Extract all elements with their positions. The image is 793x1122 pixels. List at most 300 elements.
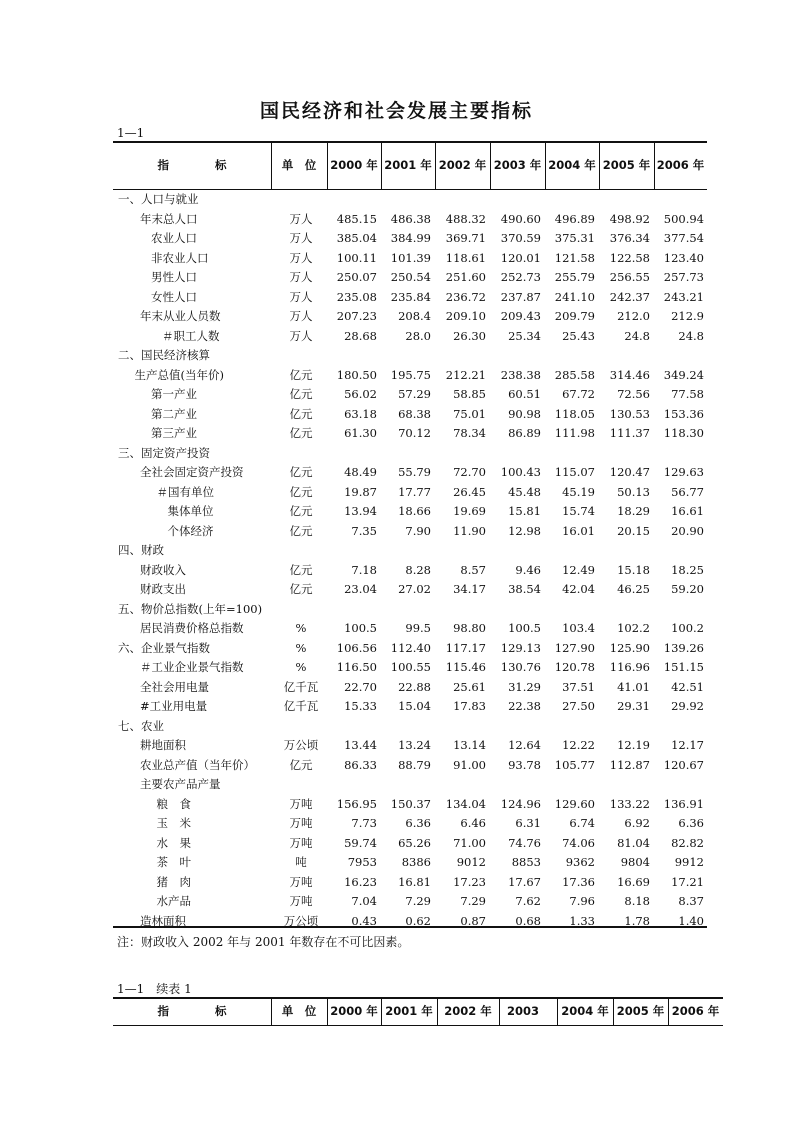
continuation-header-rule bbox=[113, 1025, 723, 1026]
row-value: 7.04 bbox=[351, 894, 377, 908]
row-value: 250.07 bbox=[336, 270, 377, 284]
table-row bbox=[113, 327, 707, 347]
table-row bbox=[113, 600, 707, 620]
table-row bbox=[113, 795, 707, 815]
row-value: 212.9 bbox=[671, 309, 704, 323]
row-value: 7953 bbox=[347, 855, 377, 869]
row-value: 45.48 bbox=[508, 484, 541, 499]
table-row bbox=[113, 658, 707, 678]
row-value: 8.57 bbox=[460, 562, 486, 577]
row-unit: 吨 bbox=[295, 855, 307, 869]
row-value: 151.15 bbox=[663, 660, 704, 674]
row-value: 26.45 bbox=[453, 484, 486, 499]
row-label: 二、国民经济核算 bbox=[118, 348, 210, 362]
row-value: 6.46 bbox=[460, 816, 486, 830]
row-value: 6.74 bbox=[569, 816, 595, 830]
row-value: 100.2 bbox=[671, 621, 704, 635]
row-value: 13.94 bbox=[344, 504, 377, 518]
row-value: 129.13 bbox=[500, 640, 541, 655]
row-value: 59.74 bbox=[344, 835, 377, 850]
row-value: 9912 bbox=[674, 855, 704, 869]
row-unit: 亿元 bbox=[289, 523, 313, 538]
table-row bbox=[113, 561, 707, 581]
row-value: 29.31 bbox=[617, 699, 650, 713]
row-value: 0.68 bbox=[515, 913, 541, 928]
table-row bbox=[113, 483, 707, 503]
row-value: 13.24 bbox=[398, 738, 431, 752]
header-unit: 单 位 bbox=[281, 158, 317, 172]
row-value: 72.70 bbox=[453, 465, 486, 479]
row-label: 全社会固定资产投资 bbox=[140, 465, 244, 479]
row-value: 18.25 bbox=[671, 562, 704, 577]
row-value: 208.4 bbox=[398, 309, 431, 323]
row-value: 91.00 bbox=[453, 757, 486, 772]
table-row bbox=[113, 873, 707, 893]
row-value: 102.2 bbox=[617, 621, 650, 635]
row-value: 376.34 bbox=[609, 231, 650, 245]
row-value: 98.80 bbox=[453, 621, 486, 635]
row-unit: 亿元 bbox=[289, 406, 313, 421]
row-value: 56.02 bbox=[344, 387, 377, 401]
row-label: 财政支出 bbox=[140, 582, 186, 596]
row-label: 主要农产品产量 bbox=[140, 777, 221, 791]
row-value: 120.01 bbox=[500, 250, 541, 265]
row-value: 60.51 bbox=[508, 387, 541, 401]
row-label: 女性人口 bbox=[151, 289, 197, 304]
row-value: 29.92 bbox=[671, 699, 704, 713]
row-unit: % bbox=[295, 621, 307, 635]
row-unit: 万吨 bbox=[289, 894, 313, 908]
row-label: ＃职工人数 bbox=[162, 328, 220, 343]
row-value: 153.36 bbox=[663, 406, 704, 421]
row-value: 74.06 bbox=[562, 835, 595, 850]
row-value: 122.58 bbox=[609, 250, 650, 265]
row-value: 86.89 bbox=[508, 426, 541, 440]
row-value: 16.23 bbox=[344, 874, 377, 889]
row-value: 285.58 bbox=[554, 367, 595, 382]
row-value: 34.17 bbox=[453, 582, 486, 596]
row-value: 100.5 bbox=[344, 621, 377, 635]
row-value: 31.29 bbox=[508, 679, 541, 694]
row-value: 9.46 bbox=[515, 562, 541, 577]
row-value: 7.62 bbox=[515, 894, 541, 908]
row-value: 7.35 bbox=[351, 523, 377, 538]
table-row bbox=[113, 288, 707, 308]
row-label: 茶 叶 bbox=[156, 855, 191, 869]
row-value: 121.58 bbox=[554, 250, 595, 265]
row-label: 耕地面积 bbox=[140, 738, 186, 752]
row-value: 11.90 bbox=[453, 523, 486, 538]
row-label: 男性人口 bbox=[151, 270, 197, 284]
row-unit: 万公顷 bbox=[283, 913, 319, 928]
row-value: 67.72 bbox=[562, 387, 595, 401]
row-value: 74.76 bbox=[508, 835, 541, 850]
row-value: 42.51 bbox=[671, 679, 704, 694]
row-value: 22.38 bbox=[508, 699, 541, 713]
table-row bbox=[113, 424, 707, 444]
row-value: 9362 bbox=[565, 855, 595, 869]
row-label: 水产品 bbox=[156, 894, 191, 908]
header-year: 2001 年 bbox=[384, 158, 432, 172]
row-value: 369.71 bbox=[445, 231, 486, 245]
continuation-header-year: 2003 bbox=[507, 1004, 540, 1018]
row-value: 123.40 bbox=[663, 250, 704, 265]
header-indicator: 指 标 bbox=[157, 158, 227, 172]
row-value: 118.61 bbox=[445, 250, 486, 265]
row-value: 106.56 bbox=[336, 640, 377, 655]
row-value: 100.11 bbox=[336, 250, 377, 265]
row-value: 41.01 bbox=[617, 679, 650, 694]
row-label: 第二产业 bbox=[151, 406, 197, 421]
row-value: 17.21 bbox=[671, 874, 704, 889]
table-row bbox=[113, 814, 707, 834]
row-unit: 万吨 bbox=[289, 796, 313, 811]
row-value: 212.21 bbox=[445, 367, 486, 382]
row-value: 112.87 bbox=[609, 757, 650, 772]
row-value: 127.90 bbox=[554, 640, 595, 655]
row-value: 59.20 bbox=[671, 582, 704, 596]
footnote: 注：财政收入 2002 年与 2001 年数存在不可比因素。 bbox=[117, 935, 410, 949]
row-value: 0.62 bbox=[405, 913, 431, 928]
table-row bbox=[113, 619, 707, 639]
row-value: 120.78 bbox=[554, 660, 595, 674]
row-value: 7.73 bbox=[351, 816, 377, 830]
row-value: 16.61 bbox=[671, 504, 704, 518]
row-value: 251.60 bbox=[445, 270, 486, 284]
table-row bbox=[113, 249, 707, 269]
row-label: 第三产业 bbox=[151, 426, 197, 440]
row-unit: 万人 bbox=[289, 231, 313, 245]
row-value: 48.49 bbox=[344, 465, 377, 479]
row-value: 16.69 bbox=[617, 874, 650, 889]
row-label: 水 果 bbox=[156, 835, 191, 850]
row-unit: 万人 bbox=[289, 270, 313, 284]
row-value: 81.04 bbox=[617, 835, 650, 850]
row-value: 15.74 bbox=[562, 504, 595, 518]
row-value: 57.29 bbox=[398, 387, 431, 401]
row-value: 19.87 bbox=[344, 484, 377, 499]
row-value: 377.54 bbox=[663, 231, 704, 245]
row-label: 六、企业景气指数 bbox=[118, 640, 210, 655]
row-unit: 亿元 bbox=[289, 504, 313, 518]
row-value: 150.37 bbox=[390, 796, 431, 811]
row-value: 103.4 bbox=[562, 621, 595, 635]
table-row bbox=[113, 385, 707, 405]
row-label: 生产总值(当年价) bbox=[134, 367, 224, 382]
row-value: 500.94 bbox=[663, 211, 704, 226]
row-label: 粮 食 bbox=[156, 796, 191, 811]
table-row bbox=[113, 775, 707, 795]
continuation-code: 1—1 续表 1 bbox=[117, 982, 192, 996]
row-unit: 亿元 bbox=[289, 562, 313, 577]
row-label: 农业人口 bbox=[151, 231, 197, 245]
row-unit: % bbox=[295, 640, 307, 655]
row-value: 19.69 bbox=[453, 504, 486, 518]
row-value: 111.98 bbox=[554, 426, 595, 440]
row-value: 37.51 bbox=[562, 679, 595, 694]
row-value: 55.79 bbox=[398, 465, 431, 479]
row-value: 1.78 bbox=[624, 913, 650, 928]
row-value: 8.18 bbox=[624, 894, 650, 908]
row-label: 居民消费价格总指数 bbox=[140, 621, 244, 635]
page-title: 国民经济和社会发展主要指标 bbox=[259, 100, 533, 122]
row-value: 17.36 bbox=[562, 874, 595, 889]
row-value: 18.66 bbox=[398, 504, 431, 518]
row-unit: 亿千瓦 bbox=[283, 699, 319, 713]
continuation-header-year: 2004 年 bbox=[561, 1004, 609, 1018]
row-unit: 亿元 bbox=[289, 484, 313, 499]
table-row bbox=[113, 717, 707, 737]
row-label: 七、农业 bbox=[118, 718, 164, 733]
table-row bbox=[113, 366, 707, 386]
row-unit: 万人 bbox=[289, 309, 313, 323]
row-value: 241.10 bbox=[554, 289, 595, 304]
row-value: 15.18 bbox=[617, 562, 650, 577]
row-unit: 亿元 bbox=[289, 426, 313, 440]
row-value: 1.33 bbox=[569, 913, 595, 928]
row-value: 235.08 bbox=[336, 289, 377, 304]
row-value: 23.04 bbox=[344, 582, 377, 596]
row-value: 7.29 bbox=[405, 894, 431, 908]
header-year: 2000 年 bbox=[330, 158, 378, 172]
row-value: 209.79 bbox=[554, 309, 595, 323]
row-value: 56.77 bbox=[671, 484, 704, 499]
header-year: 2003 年 bbox=[493, 158, 542, 172]
continuation-header-year: 2001 年 bbox=[385, 1004, 433, 1018]
row-value: 12.49 bbox=[562, 562, 595, 577]
table-row bbox=[113, 756, 707, 776]
row-value: 90.98 bbox=[508, 406, 541, 421]
row-unit: 亿元 bbox=[289, 757, 313, 772]
row-value: 42.04 bbox=[562, 582, 595, 596]
row-value: 238.38 bbox=[500, 367, 541, 382]
row-value: 105.77 bbox=[554, 757, 595, 772]
header-year: 2005 年 bbox=[602, 158, 651, 172]
row-value: 17.77 bbox=[398, 484, 431, 499]
row-unit: 万吨 bbox=[289, 874, 313, 889]
row-label: #工业用电量 bbox=[140, 699, 208, 713]
row-value: 17.23 bbox=[453, 874, 486, 889]
row-value: 8386 bbox=[401, 855, 431, 869]
row-unit: 万人 bbox=[289, 250, 313, 265]
table-header bbox=[113, 141, 707, 189]
table-row bbox=[113, 229, 707, 249]
row-value: 16.01 bbox=[562, 523, 595, 538]
row-unit: 亿元 bbox=[289, 367, 313, 382]
row-value: 25.34 bbox=[508, 328, 541, 343]
row-value: 86.33 bbox=[344, 757, 377, 772]
row-value: 130.76 bbox=[500, 660, 541, 674]
row-value: 12.22 bbox=[562, 738, 595, 752]
row-value: 100.43 bbox=[500, 465, 541, 479]
row-value: 72.56 bbox=[617, 387, 650, 401]
row-value: 496.89 bbox=[554, 211, 595, 226]
table-row bbox=[113, 307, 707, 327]
table-row bbox=[113, 639, 707, 659]
row-value: 485.15 bbox=[336, 211, 377, 226]
table-row bbox=[113, 736, 707, 756]
row-value: 28.0 bbox=[405, 328, 431, 343]
row-value: 12.98 bbox=[508, 523, 541, 538]
row-label: 年末总人口 bbox=[140, 211, 198, 226]
row-unit: % bbox=[295, 660, 307, 674]
row-value: 12.64 bbox=[508, 738, 541, 752]
row-value: 6.92 bbox=[624, 816, 650, 830]
table-row bbox=[113, 522, 707, 542]
row-unit: 万人 bbox=[289, 328, 313, 343]
table-row bbox=[113, 268, 707, 288]
row-value: 115.07 bbox=[554, 465, 595, 479]
row-label: 集体单位 bbox=[167, 504, 214, 518]
row-value: 8853 bbox=[511, 855, 541, 869]
row-value: 212.0 bbox=[617, 309, 650, 323]
row-value: 116.50 bbox=[336, 660, 377, 674]
row-value: 78.34 bbox=[453, 426, 486, 440]
row-label: 猪 肉 bbox=[156, 874, 191, 889]
row-value: 117.17 bbox=[445, 640, 486, 655]
row-value: 0.43 bbox=[351, 913, 377, 928]
row-value: 250.54 bbox=[390, 270, 431, 284]
row-value: 118.05 bbox=[554, 406, 595, 421]
row-value: 101.39 bbox=[390, 250, 431, 265]
header-year: 2002 年 bbox=[438, 158, 487, 172]
row-value: 12.19 bbox=[617, 738, 650, 752]
row-value: 75.01 bbox=[453, 406, 486, 421]
row-value: 45.19 bbox=[562, 484, 595, 499]
row-value: 124.96 bbox=[500, 796, 541, 811]
table-row bbox=[113, 697, 707, 717]
row-value: 82.82 bbox=[671, 835, 704, 850]
row-unit: 万人 bbox=[289, 289, 313, 304]
row-value: 8.37 bbox=[678, 894, 704, 908]
table-row bbox=[113, 580, 707, 600]
row-value: 120.47 bbox=[609, 465, 650, 479]
row-label: ＃工业企业景气指数 bbox=[140, 660, 244, 674]
row-value: 7.29 bbox=[460, 894, 486, 908]
row-value: 130.53 bbox=[609, 406, 650, 421]
row-value: 88.79 bbox=[398, 757, 431, 772]
row-value: 235.84 bbox=[390, 289, 431, 304]
row-value: 22.88 bbox=[398, 679, 431, 694]
continuation-header-year: 2006 年 bbox=[671, 1004, 720, 1018]
continuation-header-indicator: 指 标 bbox=[157, 1004, 227, 1018]
row-value: 26.30 bbox=[453, 328, 486, 343]
table-row bbox=[113, 678, 707, 698]
row-value: 236.72 bbox=[445, 289, 486, 304]
row-label: 第一产业 bbox=[151, 387, 197, 401]
row-value: 139.26 bbox=[663, 640, 704, 655]
header-year: 2006 年 bbox=[656, 158, 705, 172]
header-year: 2004 年 bbox=[548, 158, 596, 172]
row-value: 58.85 bbox=[453, 387, 486, 401]
row-label: 玉 米 bbox=[156, 816, 191, 830]
row-value: 7.90 bbox=[405, 523, 431, 538]
row-label: ＃国有单位 bbox=[156, 484, 214, 499]
row-label: 年末从业人员数 bbox=[140, 309, 221, 323]
row-value: 9012 bbox=[456, 855, 486, 869]
row-unit: 亿千瓦 bbox=[283, 679, 319, 694]
row-value: 6.36 bbox=[405, 816, 431, 830]
table-row bbox=[113, 190, 707, 210]
row-value: 68.38 bbox=[398, 406, 431, 421]
row-value: 375.31 bbox=[554, 231, 595, 245]
row-value: 112.40 bbox=[390, 640, 431, 655]
row-value: 77.58 bbox=[671, 387, 704, 401]
row-value: 15.33 bbox=[344, 699, 377, 713]
row-unit: 亿元 bbox=[289, 465, 313, 479]
row-value: 180.50 bbox=[336, 367, 377, 382]
row-value: 111.37 bbox=[609, 426, 650, 440]
row-value: 136.91 bbox=[663, 796, 704, 811]
row-label: 造林面积 bbox=[140, 913, 186, 928]
row-value: 50.13 bbox=[617, 484, 650, 499]
row-value: 13.44 bbox=[344, 738, 377, 752]
row-value: 195.75 bbox=[390, 367, 431, 382]
row-value: 115.46 bbox=[445, 660, 486, 674]
row-value: 70.12 bbox=[398, 426, 431, 440]
row-value: 9804 bbox=[620, 855, 650, 869]
table-body bbox=[113, 190, 707, 931]
row-value: 1.40 bbox=[678, 913, 704, 928]
row-value: 17.83 bbox=[453, 699, 486, 713]
row-value: 134.04 bbox=[445, 796, 486, 811]
row-unit: 亿元 bbox=[289, 387, 313, 401]
table-row bbox=[113, 834, 707, 854]
row-value: 20.90 bbox=[671, 523, 704, 538]
continuation-header-unit: 单 位 bbox=[281, 1004, 317, 1018]
row-value: 498.92 bbox=[609, 211, 650, 226]
row-value: 0.87 bbox=[460, 913, 486, 928]
row-unit: 万吨 bbox=[289, 835, 313, 850]
row-value: 370.59 bbox=[500, 231, 541, 245]
row-value: 100.5 bbox=[508, 621, 541, 635]
row-value: 13.14 bbox=[453, 738, 486, 752]
row-value: 129.63 bbox=[663, 465, 704, 479]
continuation-header-year: 2002 年 bbox=[444, 1004, 492, 1018]
row-value: 490.60 bbox=[500, 211, 541, 226]
row-value: 156.95 bbox=[336, 796, 377, 811]
row-value: 385.04 bbox=[336, 231, 377, 245]
row-label: 个体经济 bbox=[167, 523, 214, 538]
row-value: 24.8 bbox=[678, 328, 704, 343]
row-value: 242.37 bbox=[609, 289, 650, 304]
row-value: 255.79 bbox=[554, 270, 595, 284]
row-value: 65.26 bbox=[398, 835, 431, 850]
row-label: 非农业人口 bbox=[151, 250, 209, 265]
row-value: 7.96 bbox=[569, 894, 595, 908]
row-value: 314.46 bbox=[609, 367, 650, 382]
row-value: 7.18 bbox=[351, 562, 377, 577]
row-value: 349.24 bbox=[663, 367, 704, 382]
row-value: 488.32 bbox=[445, 211, 486, 226]
row-label: 农业总产值（当年价） bbox=[140, 757, 255, 772]
continuation-header bbox=[113, 997, 723, 1025]
table-row bbox=[113, 892, 707, 912]
row-value: 22.70 bbox=[344, 679, 377, 694]
row-value: 93.78 bbox=[508, 757, 541, 772]
row-value: 27.50 bbox=[562, 699, 595, 713]
row-value: 6.31 bbox=[515, 816, 541, 830]
table-row bbox=[113, 463, 707, 483]
row-value: 486.38 bbox=[390, 211, 431, 226]
row-value: 8.28 bbox=[405, 562, 431, 577]
row-value: 38.54 bbox=[508, 582, 541, 596]
row-value: 99.5 bbox=[405, 621, 431, 635]
row-value: 25.61 bbox=[453, 679, 486, 694]
row-value: 46.25 bbox=[617, 582, 650, 596]
row-value: 116.96 bbox=[609, 660, 650, 674]
row-label: 一、人口与就业 bbox=[118, 192, 199, 206]
